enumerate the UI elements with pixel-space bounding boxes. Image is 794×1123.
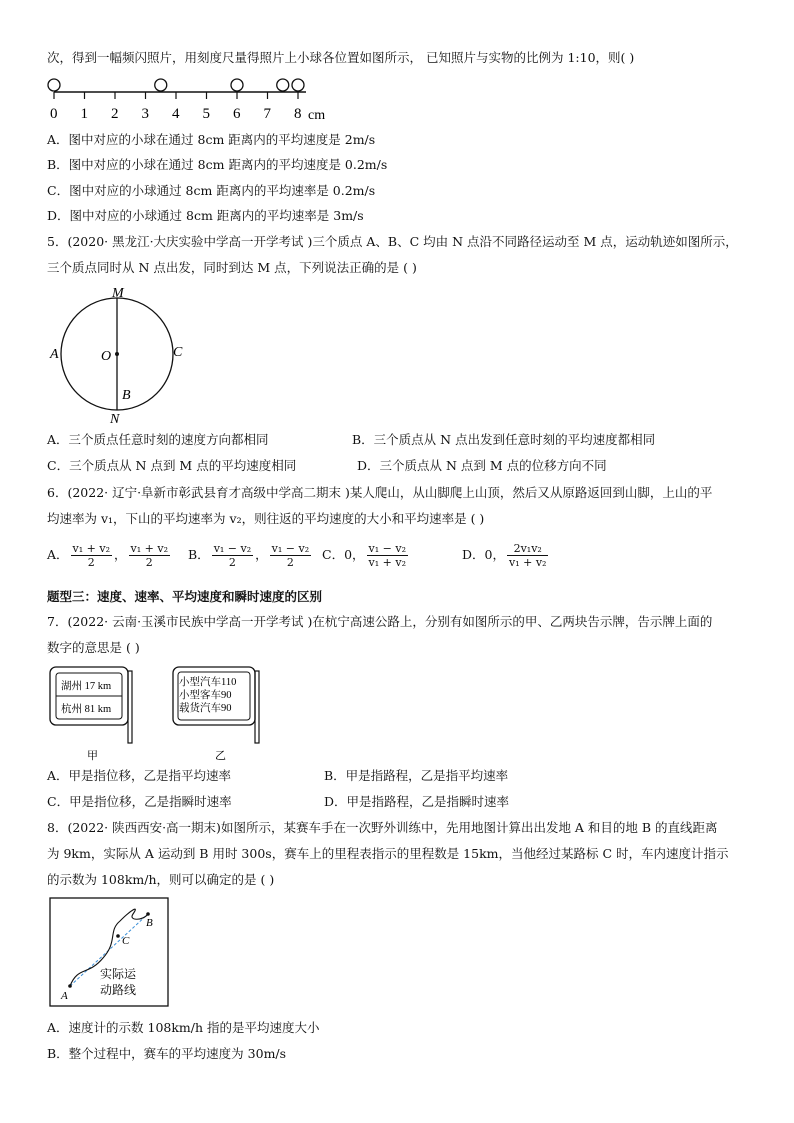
- fraction-numerator: v₁ − v₂: [271, 542, 310, 555]
- q6-option-a: A． $\frac{\text{v₁ + v₂}}{2}$ ， $\frac{\text{v₁ + v₂}}{2}$: [47, 542, 168, 569]
- fraction-numerator: v₁ − v₂: [213, 542, 252, 555]
- q6-option-d-frac: [507, 542, 548, 569]
- q4-intro: 次，得到一幅频闪照片，用刻度尺量得照片上小球各位置如图所示， 已知照片与实物的比例为 1:10，则( ): [47, 50, 635, 65]
- q5-option-a: A．三个质点任意时刻的速度方向都相同: [47, 432, 269, 447]
- q4-option-a: A．图中对应的小球在通过 8cm 距离内的平均速度是 2m/s: [47, 132, 376, 147]
- fraction-numerator: v₁ + v₂: [72, 542, 110, 555]
- q7-option-d: D．甲是指路程，乙是指瞬时速率: [324, 794, 510, 809]
- label-c: C: [122, 935, 130, 947]
- q6-option-d-label: D．0，: [462, 547, 505, 562]
- fraction-numerator: v₁ + v₂: [130, 542, 168, 555]
- q8-stem-line1: 8．(2022· 陕西西安·高一期末)如图所示，某赛车手在一次野外训练中，先用地图计算出出发地 A 和目的地 B 的直线距离: [47, 820, 718, 835]
- q8-stem-line2: 为 9km，实际从 A 运动到 B 用时 300s，赛车上的里程表指示的里程数是 15km，当他经过某路标 C 时，车内速度计指示: [47, 846, 729, 861]
- ruler-tick-label: 1: [80, 106, 88, 122]
- label-b: B: [146, 917, 153, 929]
- ruler-tick-label: 6: [233, 106, 241, 122]
- fraction-denominator: 2: [286, 556, 294, 569]
- q6-option-a-label: A．: [47, 547, 69, 562]
- ruler-tick-label: 4: [172, 106, 180, 122]
- q6-option-b-frac1: [212, 542, 253, 569]
- q6-option-b-frac2: [270, 542, 311, 569]
- q4-option-c: C．图中对应的小球通过 8cm 距离内的平均速率是 0.2m/s: [47, 183, 376, 198]
- route-caption-2: 动路线: [100, 983, 137, 997]
- q7-option-c: C．甲是指位移，乙是指瞬时速率: [47, 794, 232, 809]
- sign-yi-line1: 小型汽车110: [179, 677, 237, 688]
- q5-stem-line1: 5．(2020· 黑龙江·大庆实验中学高一开学考试 )三个质点 A、B、C 均由 N 点沿不同路径运动至 M 点，运动轨迹如图所示，: [47, 234, 738, 249]
- q6-option-a-frac1: [71, 542, 112, 569]
- sign-yi-line3: 载货汽车90: [179, 703, 232, 714]
- ruler-tick-label: 2: [111, 106, 119, 122]
- ruler-tick-label: 8: [294, 106, 302, 122]
- ball-position: [277, 79, 289, 91]
- sign-yi: [173, 667, 259, 762]
- q6-option-a-frac2: [129, 542, 170, 569]
- ruler-unit: cm: [308, 108, 326, 123]
- q6-option-d: [462, 542, 550, 569]
- point-a: [68, 984, 72, 988]
- q7-stem-line2: 数字的意思是 ( ): [47, 640, 140, 655]
- sign-jia: [50, 667, 132, 762]
- q6-option-c: [322, 542, 410, 569]
- point-b: [146, 912, 150, 916]
- label-m: M: [112, 286, 124, 301]
- fraction-numerator: 2v₁v₂: [507, 542, 548, 556]
- label-a: A: [61, 990, 68, 1002]
- q8-option-b: B．整个过程中，赛车的平均速度为 30m/s: [47, 1046, 287, 1061]
- sign-yi-caption: 乙: [215, 750, 226, 762]
- fraction-denominator: 2: [228, 556, 236, 569]
- q6-option-b: B． $\frac{\text{v₁ − v₂}}{2}$ ， $\frac{\text{v₁ − v₂}}{2}$: [188, 542, 310, 569]
- sign-yi-line2: 小型客车90: [179, 690, 232, 701]
- fraction-numerator: v₁ − v₂: [368, 542, 406, 555]
- section-title: 题型三：速度、速率、平均速度和瞬时速度的区别: [47, 589, 323, 604]
- q6-option-b-label: B．: [188, 547, 210, 562]
- q6-option-c-label: C．0，: [322, 547, 365, 562]
- center-point: [115, 352, 119, 356]
- label-a: A: [50, 347, 59, 362]
- road-signs-figure: [45, 663, 275, 763]
- fraction-denominator: v₁ + v₂: [368, 556, 406, 569]
- ball-position: [231, 79, 243, 91]
- q5-option-b: B．三个质点从 N 点出发到任意时刻的平均速度都相同: [352, 432, 656, 447]
- sign-jia-caption: 甲: [87, 750, 98, 762]
- sign-jia-line1: 湖州 17 km: [61, 681, 112, 692]
- ruler-figure: [40, 70, 360, 125]
- label-b: B: [122, 388, 131, 403]
- q6-stem-line1: 6．(2022· 辽宁·阜新市彰武县育才高级中学高二期末 )某人爬山，从山脚爬上山顶，然后又从原路返回到山脚，上山的平: [47, 485, 713, 500]
- ball-position: [292, 79, 304, 91]
- circle-paths-figure: [45, 282, 205, 427]
- q7-option-b: B．甲是指路程，乙是指平均速率: [324, 768, 509, 783]
- ruler-tick-label: 5: [202, 106, 210, 122]
- q7-stem-line1: 7．(2022· 云南·玉溪市民族中学高一开学考试 )在杭宁高速公路上，分别有如图所示的甲、乙两块告示牌，告示牌上面的: [47, 614, 713, 629]
- route-map-figure: [48, 896, 172, 1010]
- label-n: N: [110, 412, 120, 427]
- fraction-denominator: 2: [87, 556, 95, 569]
- q6-stem-line2: 均速率为 v₁，下山的平均速率为 v₂，则往返的平均速度的大小和平均速率是 ( ): [47, 511, 485, 526]
- q5-option-d: D．三个质点从 N 点到 M 点的位移方向不同: [357, 458, 607, 473]
- q4-option-b: B．图中对应的小球在通过 8cm 距离内的平均速度是 0.2m/s: [47, 157, 388, 172]
- point-c: [116, 934, 120, 938]
- q5-option-c: C．三个质点从 N 点到 M 点的平均速度相同: [47, 458, 297, 473]
- sign-jia-line2: 杭州 81 km: [61, 704, 112, 715]
- ball-position: [48, 79, 60, 91]
- ruler-tick-label: 0: [50, 106, 58, 122]
- q5-stem-line2: 三个质点同时从 N 点出发，同时到达 M 点，下列说法正确的是 ( ): [47, 260, 417, 275]
- q4-option-d: D．图中对应的小球通过 8cm 距离内的平均速率是 3m/s: [47, 208, 364, 223]
- q8-stem-line3: 的示数为 108km/h，则可以确定的是 ( ): [47, 872, 275, 887]
- fraction-denominator: v₁ + v₂: [508, 556, 547, 569]
- label-o: O: [101, 349, 112, 364]
- route-caption-1: 实际运: [100, 967, 137, 981]
- label-c: C: [173, 345, 183, 360]
- ball-position: [155, 79, 167, 91]
- ruler-tick-label: 7: [263, 106, 271, 122]
- q7-option-a: A．甲是指位移，乙是指平均速率: [47, 768, 232, 783]
- ruler-tick-label: 3: [141, 106, 149, 122]
- fraction-denominator: 2: [145, 556, 153, 569]
- q6-option-c-frac: [367, 542, 408, 569]
- q8-option-a: A．速度计的示数 108km/h 指的是平均速度大小: [47, 1020, 320, 1035]
